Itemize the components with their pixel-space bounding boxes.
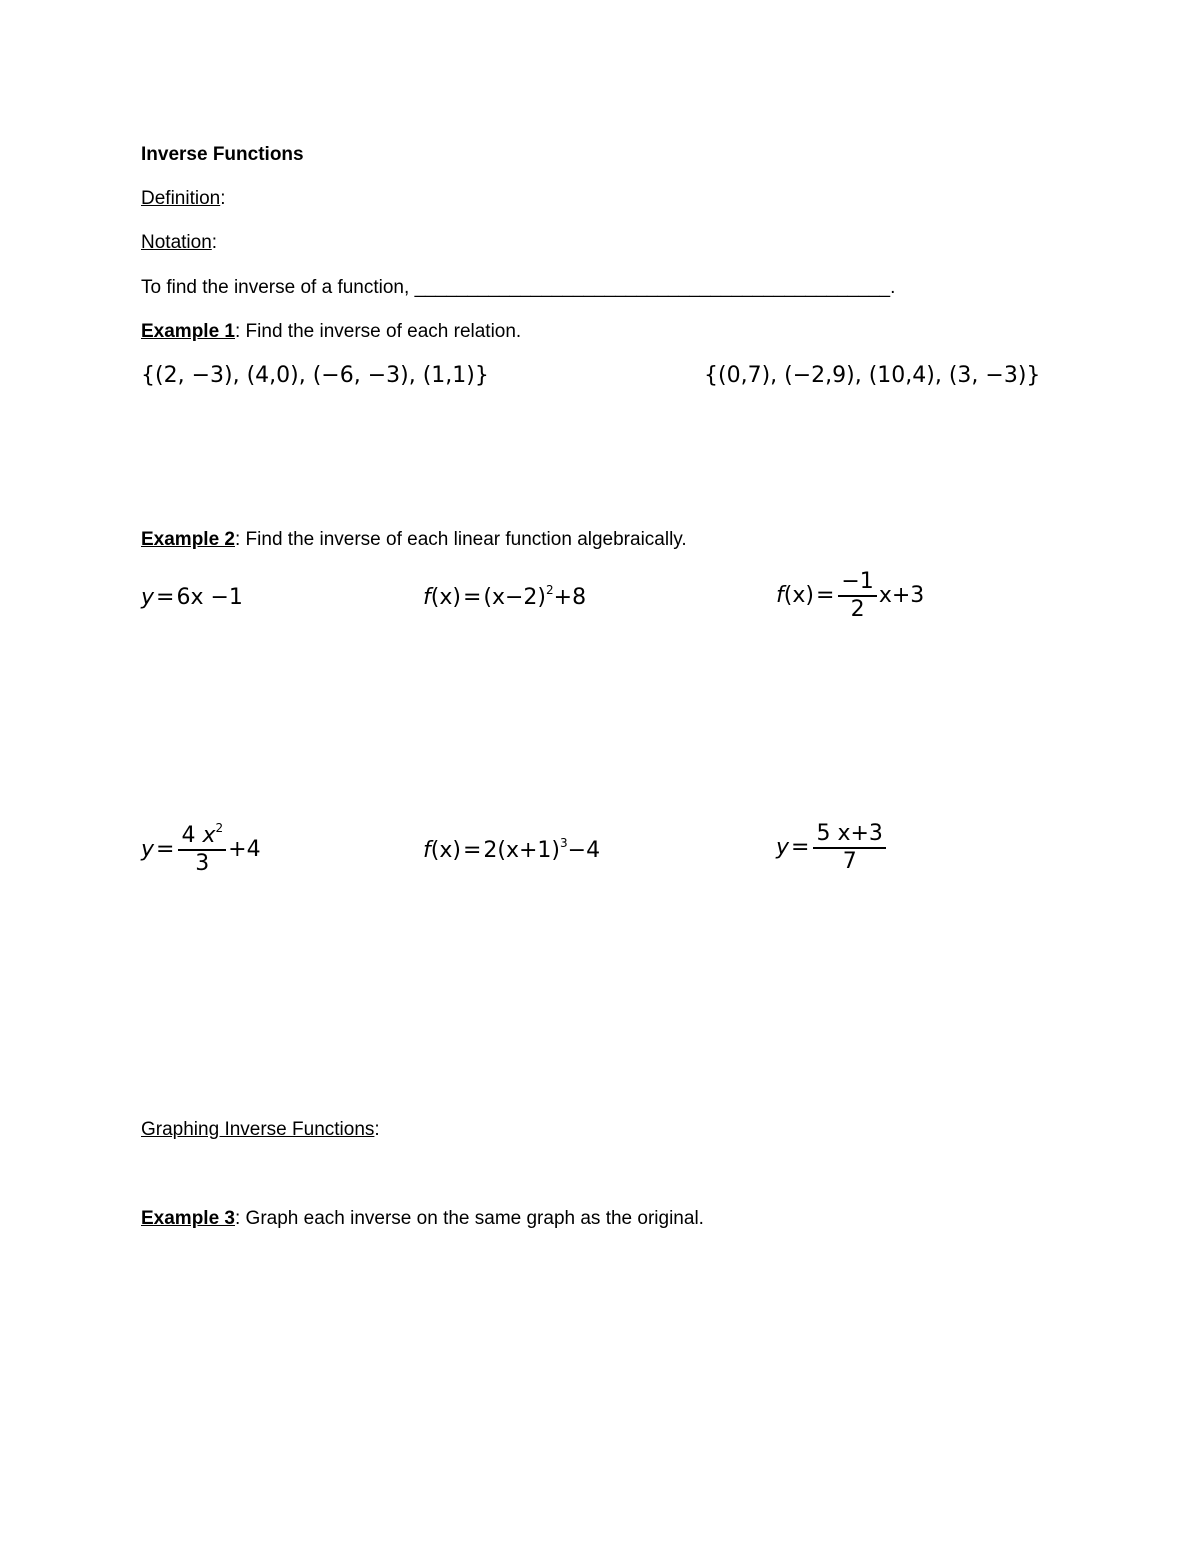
eq2-base: (x−2) (483, 585, 546, 610)
eq4-equals: = (156, 837, 175, 862)
eq5-exponent: 3 (560, 836, 568, 850)
eq2-arg: (x) (430, 585, 461, 610)
eq6-denominator: 7 (842, 849, 857, 874)
eq4-lhs: y (141, 837, 155, 862)
eq4-num-var: x (202, 823, 216, 848)
example2-instruction: : Find the inverse of each linear function algebraically. (235, 529, 687, 550)
eq3-f: f (776, 583, 784, 608)
example1-heading (141, 320, 521, 344)
example2-heading (141, 528, 687, 552)
eq3-numerator: −1 (838, 570, 876, 597)
eq5-arg: (x) (430, 838, 461, 863)
eq4-fraction (178, 821, 226, 876)
eq1-rhs: 6x −1 (176, 585, 243, 610)
example1-label: Example 1 (141, 321, 235, 342)
eq4-denominator: 3 (195, 851, 210, 876)
definition-line (141, 187, 226, 211)
example3-label: Example 3 (141, 1208, 235, 1229)
eq6-numerator: 5 x+3 (813, 822, 885, 849)
graphing-heading (141, 1118, 380, 1142)
page-title: Inverse Functions (141, 144, 304, 165)
equation-4 (141, 821, 261, 876)
notation-label: Notation (141, 232, 212, 253)
find-inverse-line (141, 276, 895, 300)
example1-instruction: : Find the inverse of each relation. (235, 321, 522, 342)
eq4-numerator (178, 821, 226, 851)
eq5-coef: 2 (483, 838, 498, 863)
eq2-exponent: 2 (546, 583, 554, 597)
eq3-fraction (838, 570, 876, 622)
definition-label: Definition (141, 188, 221, 209)
eq4-num-coef: 4 (181, 823, 196, 848)
find-inverse-blank: _____________________________________________ (414, 277, 891, 298)
find-inverse-period: . (890, 277, 896, 298)
equation-3 (776, 570, 924, 622)
graphing-colon: : (374, 1119, 380, 1140)
eq2-f: f (423, 585, 431, 610)
eq5-tail: −4 (567, 838, 601, 863)
eq1-equals: = (156, 585, 175, 610)
eq3-denominator: 2 (850, 597, 865, 622)
eq6-equals: = (791, 835, 810, 860)
eq1-lhs: y (141, 585, 155, 610)
eq4-num-exponent: 2 (215, 821, 224, 835)
equation-5 (423, 837, 600, 865)
eq3-tail: x+3 (878, 583, 925, 608)
definition-colon: : (220, 188, 226, 209)
equation-6 (776, 822, 888, 874)
graphing-label: Graphing Inverse Functions (141, 1119, 375, 1140)
relation-1: {(2, −3), (4,0), (−6, −3), (1,1)} (141, 363, 489, 388)
eq2-tail: +8 (553, 585, 587, 610)
relation-2: {(0,7), (−2,9), (10,4), (3, −3)} (704, 363, 1041, 388)
example3-heading (141, 1207, 704, 1231)
eq4-tail: +4 (228, 837, 261, 862)
notation-colon: : (211, 232, 218, 253)
find-inverse-text: To find the inverse of a function, (141, 277, 415, 298)
equation-2 (423, 584, 586, 612)
eq6-lhs: y (776, 835, 790, 860)
notation-line (141, 231, 217, 255)
eq3-arg: (x) (783, 583, 814, 608)
example2-label: Example 2 (141, 529, 235, 550)
eq6-fraction (813, 822, 885, 874)
eq2-equals: = (462, 585, 482, 610)
eq5-f: f (423, 838, 431, 863)
eq3-equals: = (815, 583, 835, 608)
example3-instruction: : Graph each inverse on the same graph as the original. (235, 1208, 704, 1229)
equation-1 (141, 584, 243, 612)
eq5-equals: = (462, 838, 482, 863)
eq5-base: (x+1) (497, 838, 560, 863)
